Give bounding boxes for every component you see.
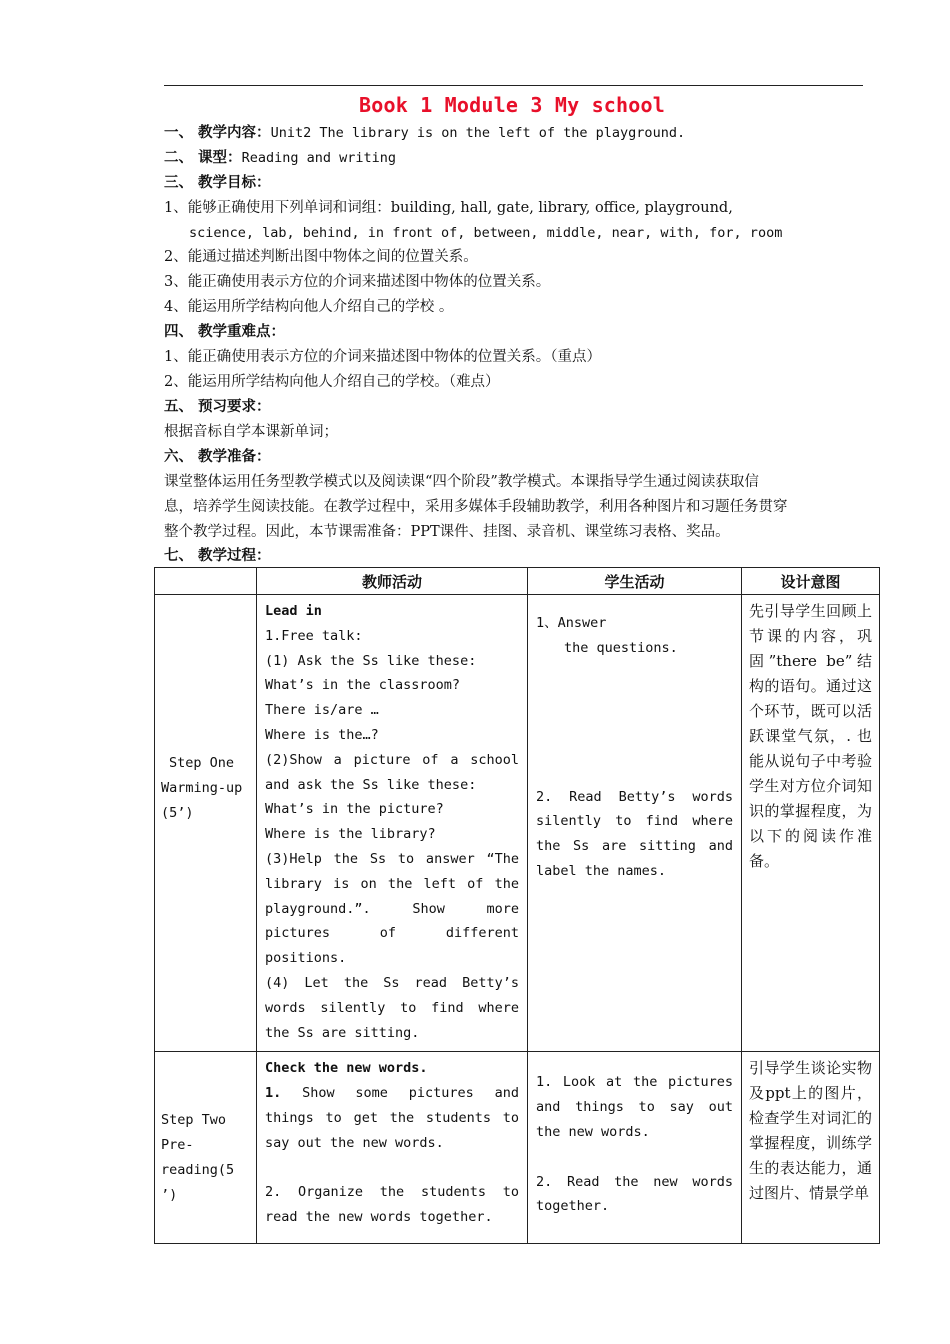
- section-6-heading: 六、 教学准备：: [164, 448, 271, 465]
- prep-line-1: 课堂整体运用任务型教学模式以及阅读课“四个阶段”教学模式。本课指导学生通过阅读获取信: [164, 474, 759, 490]
- section-1: 一、 教学内容：Unit2 The library is on the left of the playground.: [164, 124, 686, 141]
- objective-4: 4、能运用所学结构向他人介绍自己的学校 。: [164, 299, 454, 315]
- section-3-heading: 三、 教学目标：: [164, 174, 271, 191]
- section-2: 二、 课型：Reading and writing: [164, 149, 396, 166]
- lesson-table: [154, 567, 880, 1244]
- keypoint-2: 2、能运用所学结构向他人介绍自己的学校。（难点）: [164, 374, 500, 390]
- prep-line-2: 息，培养学生阅读技能。在教学过程中，采用多媒体手段辅助教学，利用各种图片和习题任务贯穿: [164, 499, 788, 515]
- header-student: 学生活动: [528, 568, 742, 595]
- keypoint-1: 1、能正确使用表示方位的介词来描述图中物体的位置关系。（重点）: [164, 349, 601, 365]
- preview-text: 根据音标自学本课新单词；: [164, 424, 338, 440]
- table-row: [155, 595, 880, 1052]
- section-4-heading: 四、 教学重难点：: [164, 323, 286, 340]
- header-teacher: 教师活动: [257, 568, 528, 595]
- step-cell: Step One Warming-up (5’): [155, 595, 257, 1052]
- section-7-heading: 七、 教学过程：: [164, 547, 271, 564]
- intent-cell: 先引导学生回顾上节课的内容，巩固”there be”结构的语句。通过这个环节，既可以活跃课堂气氛，. 也能从说句子中考验学生对方位介词知识的掌握程度，为以下的阅读作准备。: [742, 595, 880, 1052]
- objective-1: 1、能够正确使用下列单词和词组：building, hall, gate, library, office, playground,: [164, 200, 733, 216]
- objective-2: 2、能通过描述判断出图中物体之间的位置关系。: [164, 249, 478, 265]
- header-intent: 设计意图: [742, 568, 880, 595]
- objective-3: 3、能正确使用表示方位的介词来描述图中物体的位置关系。: [164, 274, 551, 290]
- student-cell: 1、Answer the questions. 2. Read Betty’s words silently to find where the Ss are sitting and label the names.: [528, 595, 742, 1052]
- header-step: [155, 568, 257, 595]
- teacher-cell: Lead in 1.Free talk: (1) Ask the Ss like these: What’s in the classroom? There is/are … Where is the…? (2)Show a picture of a school and ask the Ss like these: What’s in the picture? Where is the library? (3)Help the Ss to answer “The library is on the left of the playground.”. Show more pictures of different positions. (4) Let the Ss read Betty’s words silently to find where the Ss are sitting.: [257, 595, 528, 1052]
- step-cell: Step Two Pre- reading(5 ’): [155, 1052, 257, 1244]
- page-title: Book 1 Module 3 My school: [358, 93, 666, 117]
- table-header-row: [155, 568, 880, 595]
- top-rule: [164, 85, 863, 86]
- table-row: [155, 1052, 880, 1244]
- objective-1-cont: science, lab, behind, in front of, between, middle, near, with, for, room: [189, 225, 783, 241]
- section-5-heading: 五、 预习要求：: [164, 398, 271, 415]
- teacher-cell: Check the new words. 1. Show some pictures and things to get the students to say out the new words. 2. Organize the students to read the new words together.: [257, 1052, 528, 1244]
- student-cell: 1. Look at the pictures and things to say out the new words. 2. Read the new words together.: [528, 1052, 742, 1244]
- prep-line-3: 整个教学过程。因此，本节课需准备：PPT课件、挂图、录音机、课堂练习表格、奖品。: [164, 524, 730, 540]
- intent-cell: 引导学生谈论实物及ppt上的图片，检查学生对词汇的掌握程度，训练学生的表达能力，通过图片、情景学单: [742, 1052, 880, 1244]
